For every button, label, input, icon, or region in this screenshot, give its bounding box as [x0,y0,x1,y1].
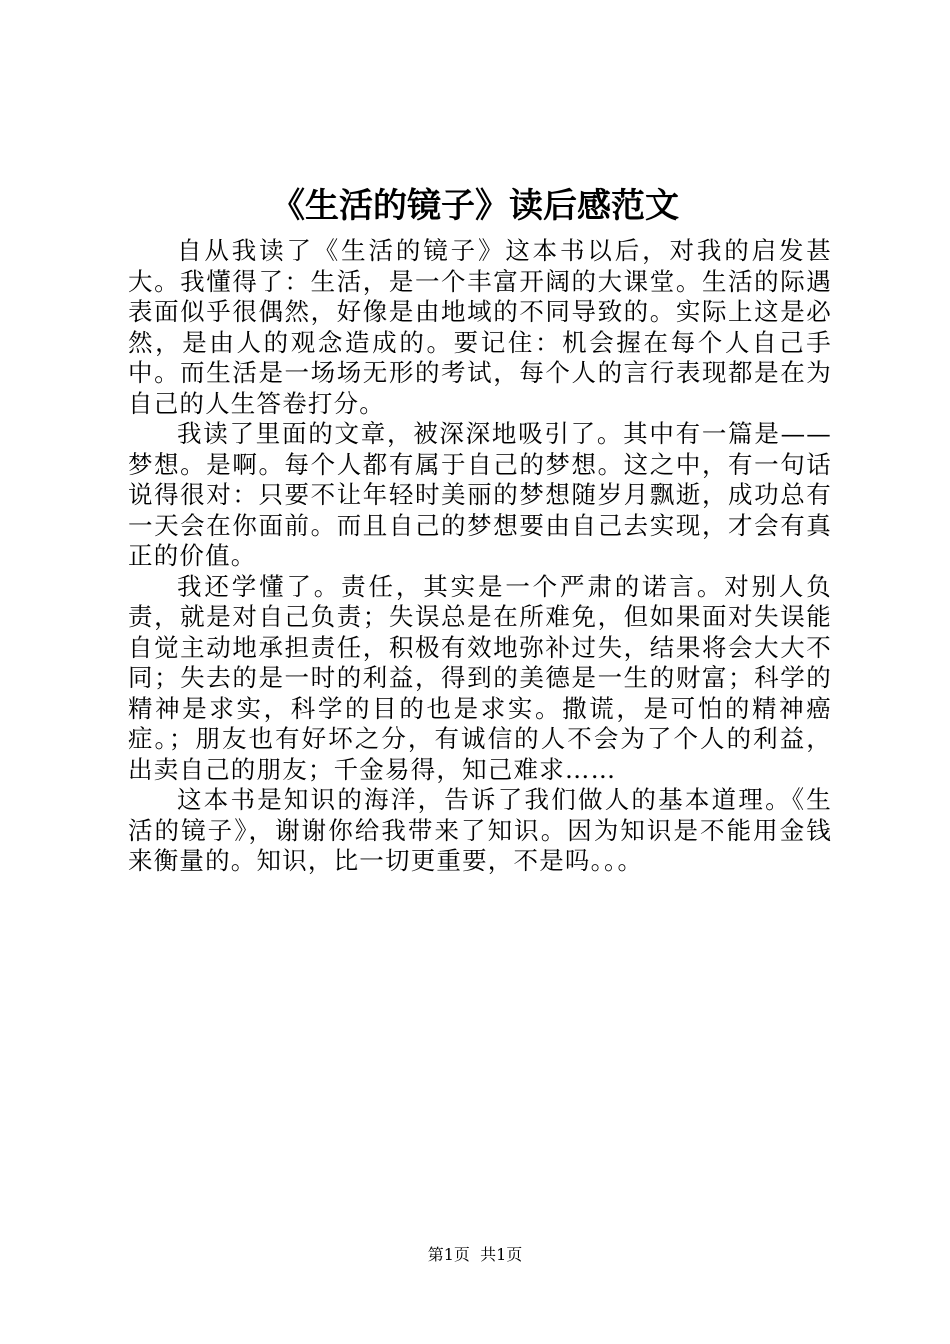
paragraph-3: 我还学懂了。责任，其实是一个严肃的诺言。对别人负责，就是对自己负责；失误总是在所难免，但如果面对失误能自觉主动地承担责任，积极有效地弥补过失，结果将会大大不同；失去的是一时的利益，得到的美德是一生的财富；科学的精神是求实，科学的目的也是求实。撒谎，是可怕的精神癌症。；朋友也有好坏之分，有诚信的人不会为了个人的利益，出卖自己的朋友；千金易得，知己难求…… [128,571,832,784]
document-title: 《生活的镜子》读后感范文 [271,186,679,226]
document-body [128,236,832,877]
page-footer: 第1页 共1页 [427,1245,523,1264]
paragraph-1: 自从我读了《生活的镜子》这本书以后，对我的启发甚大。我懂得了：生活，是一个丰富开阔的大课堂。生活的际遇表面似乎很偶然，好像是由地域的不同导致的。实际上这是必然，是由人的观念造成的。要记住：机会握在每个人自己手中。而生活是一场场无形的考试，每个人的言行表现都是在为自己的人生答卷打分。 [128,236,832,418]
paragraph-2: 我读了里面的文章，被深深地吸引了。其中有一篇是——梦想。是啊。每个人都有属于自己的梦想。这之中，有一句话说得很对：只要不让年轻时美丽的梦想随岁月飘逝，成功总有一天会在你面前。而且自己的梦想要由自己去实现，才会有真正的价值。 [128,419,832,570]
paragraph-4: 这本书是知识的海洋，告诉了我们做人的基本道理。《生活的镜子》，谢谢你给我带来了知识。因为知识是不能用金钱来衡量的。知识，比一切更重要，不是吗。。。 [128,785,832,875]
